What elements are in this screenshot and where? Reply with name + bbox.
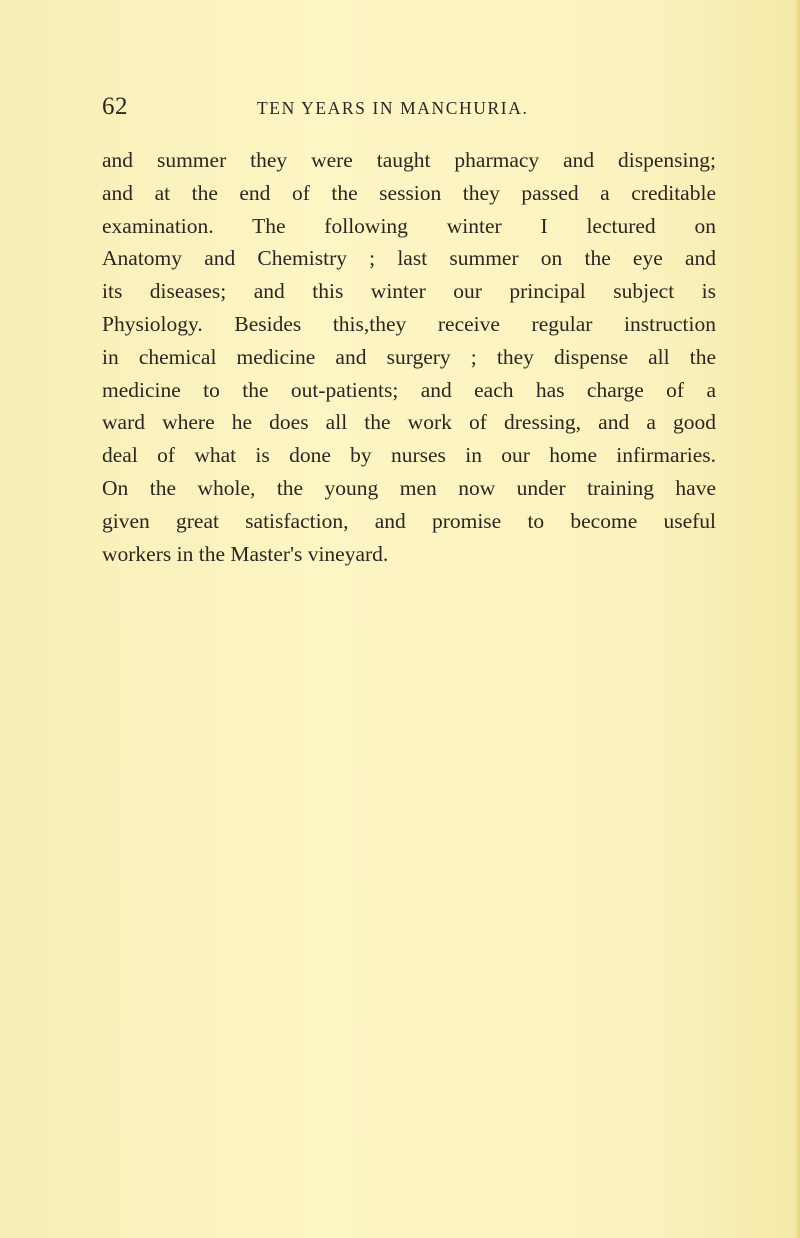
text-line: Anatomy and Chemistry ; last summer on the eye and [102, 246, 716, 271]
running-head [102, 92, 716, 122]
page-number: 62 [102, 93, 128, 120]
text-line: workers in the Master's vineyard. [102, 541, 389, 566]
body-paragraph [102, 144, 716, 570]
text-line: deal of what is done by nurses in our home infirmaries. [102, 443, 716, 468]
page-edge-shadow [794, 0, 800, 1238]
text-line: and at the end of the session they passed a creditable [102, 180, 716, 205]
running-title: TEN YEARS IN MANCHURIA. [257, 98, 529, 118]
text-line: given great satisfaction, and promise to become useful [102, 508, 716, 533]
text-line: Physiology. Besides this,they receive regular instruction [102, 311, 716, 336]
text-line: ward where he does all the work of dressing, and a good [102, 410, 716, 435]
text-line: On the whole, the young men now under training have [102, 475, 716, 500]
text-line: its diseases; and this winter our principal subject is [102, 279, 716, 304]
text-line: examination. The following winter I lectured on [102, 213, 716, 238]
text-line: in chemical medicine and surgery ; they dispense all the [102, 344, 716, 369]
text-line: and summer they were taught pharmacy and dispensing; [102, 148, 716, 172]
text-line: medicine to the out-patients; and each has charge of a [102, 377, 716, 402]
